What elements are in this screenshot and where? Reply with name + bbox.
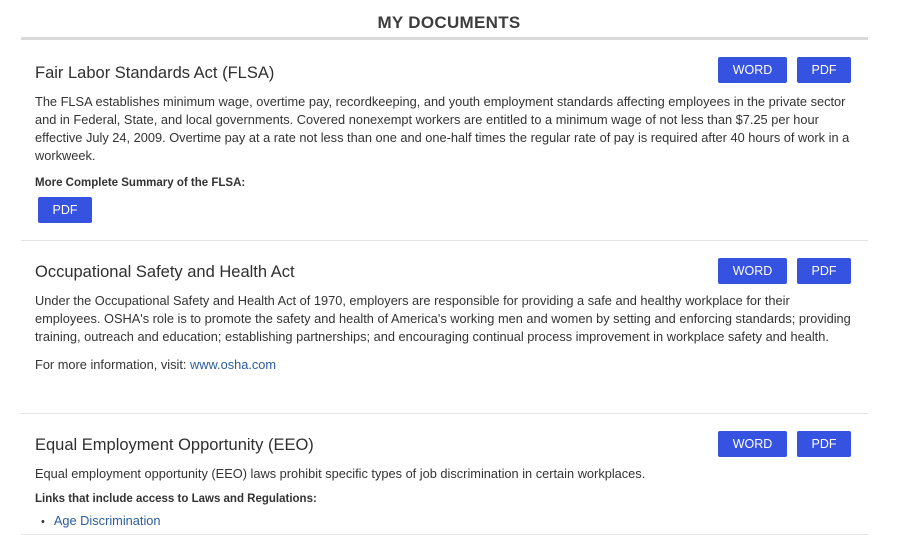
eeo-links-list	[35, 513, 854, 530]
page-title: MY DOCUMENTS	[377, 13, 521, 32]
flsa-pdf-button[interactable]: PDF	[797, 57, 851, 83]
eeo-word-button[interactable]: WORD	[718, 431, 787, 457]
age-discrimination-link[interactable]: Age Discrimination	[53, 513, 161, 528]
osha-word-button[interactable]: WORD	[718, 258, 787, 284]
document-section-osha	[21, 241, 868, 414]
eeo-download-buttons	[718, 431, 851, 457]
flsa-title: Fair Labor Standards Act (FLSA)	[35, 64, 275, 82]
document-section-eeo	[21, 414, 868, 535]
flsa-description: The FLSA establishes minimum wage, overtime pay, recordkeeping, and youth employment standards affecting employees in the private sector and in Federal, State, and local governments. Covered nonexempt workers are entitled to a minimum wage of not less than $7.25 per hour effective July 24, 2009. Overtime pay at a rate not less than one and one-half times the regular rate of pay is required after 40 hours of work in a workweek.	[35, 94, 850, 163]
osha-more-info-prefix: For more information, visit:	[35, 357, 191, 372]
flsa-summary-pdf-button[interactable]: PDF	[38, 197, 92, 223]
eeo-pdf-button[interactable]: PDF	[797, 431, 851, 457]
osha-title: Occupational Safety and Health Act	[35, 263, 295, 281]
eeo-description: Equal employment opportunity (EEO) laws prohibit specific types of job discrimination in certain workplaces.	[35, 466, 646, 481]
list-item	[41, 513, 854, 530]
osha-download-buttons	[718, 258, 851, 284]
osha-more-info	[35, 356, 854, 374]
osha-website-link[interactable]: www.osha.com	[190, 357, 277, 372]
eeo-title: Equal Employment Opportunity (EEO)	[35, 436, 314, 454]
flsa-word-button[interactable]: WORD	[718, 57, 787, 83]
osha-pdf-button[interactable]: PDF	[797, 258, 851, 284]
flsa-summary-label: More Complete Summary of the FLSA:	[35, 177, 246, 189]
osha-description: Under the Occupational Safety and Health Act of 1970, employers are responsible for providing a safe and healthy workplace for their employees. OSHA's role is to promote the safety and health of America's working men and women by setting and enforcing standards; providing training, outreach and education; establishing partnerships; and encouraging continual process improvement in workplace safety and health.	[35, 293, 851, 344]
flsa-download-buttons	[718, 57, 851, 83]
eeo-links-label: Links that include access to Laws and Regulations:	[35, 493, 317, 505]
document-section-flsa	[21, 40, 868, 241]
